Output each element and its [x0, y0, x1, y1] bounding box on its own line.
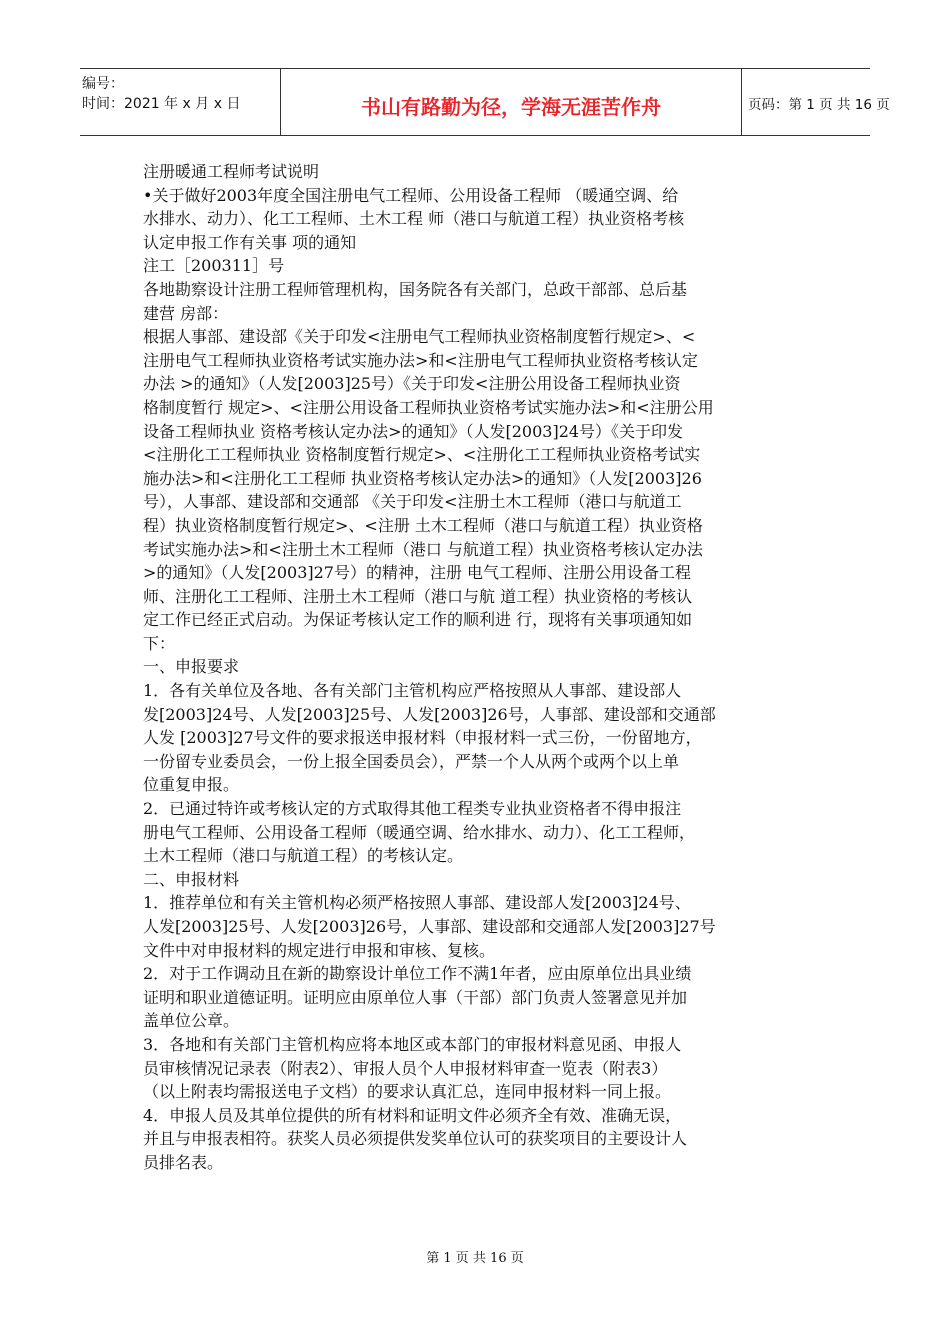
body-line: 考试实施办法>和<注册土木工程师（港口 与航道工程）执业资格考核认定办法: [143, 539, 703, 559]
body-line: 并且与申报表相符。获奖人员必须提供发奖单位认可的获奖项目的主要设计人: [143, 1129, 688, 1149]
body-line: 建营 房部：: [143, 303, 229, 323]
serial-label: 编号：: [82, 76, 124, 92]
body-line: 3．各地和有关部门主管机构应将本地区或本部门的审报材料意见函、申报人: [143, 1034, 682, 1054]
body-line: 程）执业资格制度暂行规定>、<注册 土木工程师（港口与航道工程）执业资格: [143, 515, 703, 535]
body-line: <注册化工工程师执业 资格制度暂行规定>、<注册化工工程师执业资格考试实: [143, 445, 701, 465]
header-motto: 书山有路勤为径，学海无涯苦作舟: [361, 95, 661, 119]
body-line: 位重复申报。: [143, 775, 240, 795]
body-line: 员审核情况记录表（附表2）、审报人员个人申报材料审查一览表（附表3）: [143, 1058, 668, 1078]
body-line: 设备工程师执业 资格考核认定办法>的通知》（人发[2003]24号）《关于印发: [143, 421, 684, 441]
body-line: 注册暖通工程师考试说明: [143, 162, 320, 181]
body-line: 文件中对申报材料的规定进行申报和审核、复核。: [143, 940, 496, 960]
body-line: 认定申报工作有关事 项的通知: [143, 232, 357, 252]
body-line: 一份留专业委员会，一份上报全国委员会），严禁一个人从两个或两个以上单: [143, 751, 680, 771]
body-line: 格制度暂行 规定>、<注册公用设备工程师执业资格考试实施办法>和<注册公用: [143, 397, 714, 417]
page-footer: 第 1 页 共 16 页: [426, 1251, 524, 1266]
body-line: 2．对于工作调动且在新的勘察设计单位工作不满1年者，应由原单位出具业绩: [143, 964, 692, 984]
page-header: [80, 68, 890, 136]
body-line: 盖单位公章。: [143, 1011, 240, 1031]
body-line: 2．已通过特许或考核认定的方式取得其他工程类专业执业资格者不得申报注: [143, 799, 682, 819]
body-line: 下：: [143, 633, 176, 653]
body-line: 一、申报要求: [143, 657, 240, 677]
body-line: 根据人事部、建设部《关于印发<注册电气工程师执业资格制度暂行规定>、<: [143, 327, 696, 347]
body-line: 定工作已经正式启动。为保证考核认定工作的顺利进 行，现将有关事项通知如: [143, 610, 693, 630]
body-line: 员排名表。: [143, 1152, 224, 1172]
body-line: 人发 [2003]27号文件的要求报送申报材料（申报材料一式三份，一份留地方，: [143, 728, 702, 748]
body-line: 4．申报人员及其单位提供的所有材料和证明文件必须齐全有效、准确无误，: [143, 1105, 682, 1125]
body-line: 注册电气工程师执业资格考试实施办法>和<注册电气工程师执业资格考核认定: [143, 350, 698, 370]
header-page-cell: [742, 69, 890, 135]
document-body: [143, 160, 813, 1175]
body-line: >的通知》（人发[2003]27号）的精神，注册 电气工程师、注册公用设备工程: [143, 563, 692, 583]
body-line: 二、申报材料: [143, 869, 240, 889]
body-line: 1．各有关单位及各地、各有关部门主管机构应严格按照从人事部、建设部人: [143, 681, 682, 701]
body-line: 各地勘察设计注册工程师管理机构，国务院各有关部门，总政干部部、总后基: [143, 279, 688, 299]
body-line: 证明和职业道德证明。证明应由原单位人事（干部）部门负责人签署意见并加: [143, 987, 688, 1007]
body-line: 施办法>和<注册化工工程师 执业资格考核认定办法>的通知》（人发[2003]26: [143, 468, 702, 488]
body-line: •关于做好2003年度全国注册电气工程师、公用设备工程师 （暖通空调、给: [143, 185, 679, 205]
body-line: 水排水、动力）、化工工程师、土木工程 师（港口与航道工程）执业资格考核: [143, 209, 685, 229]
date-label: 时间：2021 年 x 月 x 日: [82, 96, 241, 112]
body-line: 人发[2003]25号、人发[2003]26号，人事部、建设部和交通部人发[2003]27号: [143, 917, 716, 936]
body-line: 师、注册化工工程师、注册土木工程师（港口与航 道工程）执业资格的考核认: [143, 586, 693, 606]
body-line: 办法 >的通知》（人发[2003]25号）《关于印发<注册公用设备工程师执业资: [143, 374, 681, 394]
header-left-cell: [80, 69, 280, 135]
body-line: 册电气工程师、公用设备工程师（暖通空调、给水排水、动力）、化工工程师，: [143, 822, 696, 842]
body-line: 号），人事部、建设部和交通部 《关于印发<注册土木工程师（港口与航道工: [143, 492, 682, 512]
body-line: 注工［200311］号: [143, 256, 285, 276]
body-line: （以上附表均需报送电子文档）的要求认真汇总，连同申报材料一同上报。: [143, 1082, 672, 1102]
body-line: 土木工程师（港口与航道工程）的考核认定。: [143, 846, 464, 866]
body-line: 发[2003]24号、人发[2003]25号、人发[2003]26号，人事部、建设部和交通部: [143, 704, 716, 724]
header-motto-cell: [280, 69, 742, 135]
body-line: 1．推荐单位和有关主管机构必须严格按照人事部、建设部人发[2003]24号、: [143, 893, 691, 913]
header-page-info: 页码：第 1 页 共 16 页: [748, 97, 890, 113]
